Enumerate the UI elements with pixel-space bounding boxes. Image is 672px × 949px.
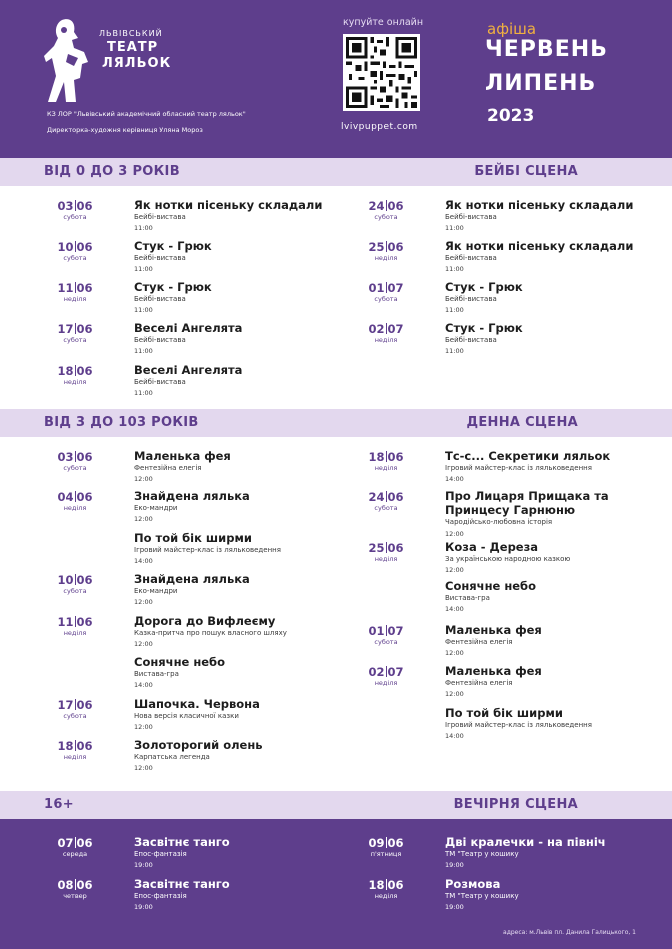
event-subtitle: Бейбі-вистава [445,295,497,303]
event-subtitle: Ігровий майстер-клас із ляльковедення [445,464,592,472]
event-title: По той бік ширми [445,706,563,720]
poster-header [0,0,672,158]
event-time: 12:00 [134,515,153,523]
event-title: Розмова [445,877,501,891]
event-weekday: субота [63,712,87,720]
event-title: Дорога до Вифлеєму [134,614,276,628]
event-time: 12:00 [445,690,464,698]
event-title: Дві кралечки - на північ [445,835,606,849]
event-date: 18 06 [368,878,404,892]
event-title-line2: Принцесу Гарнюню [445,503,576,517]
org-name: КЗ ЛОР "Львівський академічний обласний театр ляльок" [47,110,246,118]
event-item[interactable] [44,532,364,572]
logo-small-text: ЛЬВІВСЬКИЙ [99,29,163,38]
event-weekday: субота [63,587,87,595]
event-time: 14:00 [445,732,464,740]
afisha-label: афіша [487,20,537,38]
event-title: Стук - Грюк [445,280,523,294]
event-date: 08 06 [57,878,93,892]
event-time: 14:00 [445,605,464,613]
event-subtitle: Епос-фантазія [134,850,187,858]
logo-title-line2: ЛЯЛЬОК [102,56,172,71]
event-date: 10 06 [57,240,93,254]
event-subtitle: ТМ "Театр у кошику [445,892,519,900]
event-title: Стук - Грюк [134,239,212,253]
event-date: 04 06 [57,490,93,504]
event-title: Сонячне небо [445,579,536,593]
event-subtitle: Бейбі-вистава [134,336,186,344]
event-title: Коза - Дереза [445,540,539,554]
event-subtitle: Бейбі-вистава [445,254,497,262]
event-weekday: неділя [374,679,398,687]
event-item[interactable] [44,615,364,655]
event-item[interactable] [44,698,364,738]
event-title: Знайдена лялька [134,572,250,586]
event-subtitle: Ігровий майстер-клас із ляльковедення [445,721,592,729]
event-title: Стук - Грюк [445,321,523,335]
event-date: 11 06 [57,615,93,629]
event-weekday: неділя [374,464,398,472]
event-item[interactable] [44,364,364,404]
event-date: 18 06 [57,364,93,378]
event-weekday: неділя [374,336,398,344]
event-item[interactable] [44,739,364,779]
event-subtitle: Бейбі-вистава [134,254,186,262]
event-time: 14:00 [445,475,464,483]
event-subtitle: Фентезійна елегія [445,638,513,646]
event-time: 19:00 [445,903,464,911]
age-group-label: ВІД 0 ДО 3 РОКІВ [44,164,180,179]
event-title: По той бік ширми [134,531,252,545]
event-item[interactable] [44,656,364,696]
event-subtitle: Ігровий майстер-клас із ляльковедення [134,546,281,554]
event-title: Золоторогий олень [134,738,263,752]
event-weekday: неділя [63,629,87,637]
event-item[interactable] [44,199,364,239]
event-item[interactable] [355,199,672,239]
event-time: 12:00 [134,640,153,648]
event-date: 17 06 [57,698,93,712]
logo-title-line1: ТЕАТР [107,40,159,55]
section-band-evening [0,791,672,819]
event-title: Стук - Грюк [134,280,212,294]
event-subtitle: Вистава-гра [134,670,179,678]
event-date: 03 06 [57,450,93,464]
event-title: Сонячне небо [134,655,225,669]
event-title: Як нотки пісеньку складали [445,239,634,253]
event-time: 11:00 [445,224,464,232]
event-date: 18 06 [57,739,93,753]
event-item[interactable] [44,836,364,876]
section-band-day [0,409,672,437]
event-title: Тс-с... Секретики ляльок [445,449,611,463]
event-title: Засвітнє танго [134,877,230,891]
stage-label: ДЕННА СЦЕНА [466,415,578,430]
event-time: 19:00 [445,861,464,869]
event-weekday: неділя [374,892,398,900]
event-time: 12:00 [134,598,153,606]
event-subtitle: Еко-мандри [134,504,178,512]
event-weekday: неділя [63,504,87,512]
event-item[interactable] [44,490,364,530]
stage-label: БЕЙБІ СЦЕНА [474,164,578,179]
event-subtitle: Еко-мандри [134,587,178,595]
event-item[interactable] [44,450,364,490]
event-weekday: субота [374,295,398,303]
event-time: 11:00 [445,265,464,273]
event-date: 02 07 [368,322,404,336]
event-weekday: субота [63,336,87,344]
event-title: Знайдена лялька [134,489,250,503]
age-group-label: 16+ [44,797,74,812]
event-item[interactable] [44,281,364,321]
month-july: ЛИПЕНЬ [485,71,597,96]
event-time: 11:00 [445,347,464,355]
section-band-baby [0,158,672,186]
address-text: адреса: м.Львів пл. Данила Галицького, 1 [503,929,636,936]
event-weekday: неділя [63,295,87,303]
event-item[interactable] [44,878,364,918]
event-subtitle: Казка-притча про пошук власного шляху [134,629,287,637]
event-subtitle: Нова версія класичної казки [134,712,239,720]
event-time: 19:00 [134,861,153,869]
event-time: 11:00 [134,347,153,355]
event-subtitle: Бейбі-вистава [445,336,497,344]
event-subtitle: Бейбі-вистава [445,213,497,221]
event-item[interactable] [355,281,672,321]
event-item[interactable] [355,707,672,747]
event-time: 12:00 [134,723,153,731]
event-weekday: субота [63,254,87,262]
event-subtitle: Чародійсько-любовна історія [445,518,553,526]
event-time: 12:00 [445,566,464,574]
event-time: 12:00 [134,475,153,483]
event-subtitle: Бейбі-вистава [134,378,186,386]
event-date: 03 06 [57,199,93,213]
event-subtitle: Фентезійна елегія [134,464,202,472]
event-item[interactable] [44,322,364,362]
event-item[interactable] [44,240,364,280]
age-group-label: ВІД 3 ДО 103 РОКІВ [44,415,199,430]
event-subtitle: ТМ "Театр у кошику [445,850,519,858]
event-subtitle: За українською народною казкою [445,555,571,563]
month-june: ЧЕРВЕНЬ [485,37,608,62]
event-subtitle: Бейбі-вистава [134,295,186,303]
event-weekday: четвер [63,892,87,900]
event-date: 25 06 [368,541,404,555]
event-item[interactable] [355,624,672,664]
event-time: 14:00 [134,557,153,565]
event-weekday: субота [374,213,398,221]
event-date: 24 06 [368,490,404,504]
event-title: Веселі Ангелята [134,363,243,377]
stage-label: ВЕЧІРНЯ СЦЕНА [453,797,578,812]
event-weekday: неділя [374,254,398,262]
event-title: Маленька фея [445,664,542,678]
event-time: 11:00 [134,389,153,397]
event-date: 25 06 [368,240,404,254]
event-title: Як нотки пісеньку складали [445,198,634,212]
event-date: 18 06 [368,450,404,464]
event-time: 11:00 [134,306,153,314]
event-subtitle: Епос-фантазія [134,892,187,900]
event-subtitle: Фентезійна елегія [445,679,513,687]
year-label: 2023 [487,106,535,126]
director-line: Директорка-художня керівниця Уляна Мороз [47,126,203,134]
event-title: Засвітнє танго [134,835,230,849]
event-item[interactable] [355,836,672,876]
event-date: 11 06 [57,281,93,295]
theatre-logo-icon [44,18,94,104]
event-item[interactable] [44,573,364,613]
event-date: 17 06 [57,322,93,336]
buy-online-label: купуйте онлайн [343,17,424,28]
event-item[interactable] [355,240,672,280]
event-title: Маленька фея [134,449,231,463]
event-weekday: неділя [374,555,398,563]
event-date: 01 07 [368,281,404,295]
event-title: Шапочка. Червона [134,697,260,711]
event-date: 10 06 [57,573,93,587]
event-weekday: субота [63,464,87,472]
event-subtitle: Бейбі-вистава [134,213,186,221]
event-item[interactable] [355,450,672,490]
event-weekday: п'ятниця [370,850,402,858]
event-title: Як нотки пісеньку складали [134,198,323,212]
event-item[interactable] [355,322,672,362]
event-weekday: субота [374,504,398,512]
event-item[interactable] [355,541,672,581]
event-title: Веселі Ангелята [134,321,243,335]
event-item[interactable] [355,489,672,538]
event-date: 01 07 [368,624,404,638]
event-item[interactable] [355,878,672,918]
event-weekday: середа [62,850,88,858]
event-time: 14:00 [134,681,153,689]
event-time: 11:00 [445,306,464,314]
event-weekday: субота [374,638,398,646]
event-time: 19:00 [134,903,153,911]
event-subtitle: Карпатська легенда [134,753,210,761]
event-time: 12:00 [445,530,464,538]
event-subtitle: Вистава-гра [445,594,490,602]
event-time: 12:00 [134,764,153,772]
event-date: 02 07 [368,665,404,679]
event-weekday: субота [63,213,87,221]
event-time: 11:00 [134,265,153,273]
website-link[interactable]: lvivpuppet.com [341,122,418,132]
event-date: 07 06 [57,836,93,850]
event-title: Маленька фея [445,623,542,637]
event-weekday: неділя [63,753,87,761]
event-title: Про Лицаря Прищака та [445,489,609,503]
event-time: 11:00 [134,224,153,232]
qr-code-icon[interactable] [343,34,420,111]
event-date: 09 06 [368,836,404,850]
event-item[interactable] [355,665,672,705]
event-item[interactable] [355,580,672,620]
event-weekday: неділя [63,378,87,386]
event-time: 12:00 [445,649,464,657]
event-date: 24 06 [368,199,404,213]
